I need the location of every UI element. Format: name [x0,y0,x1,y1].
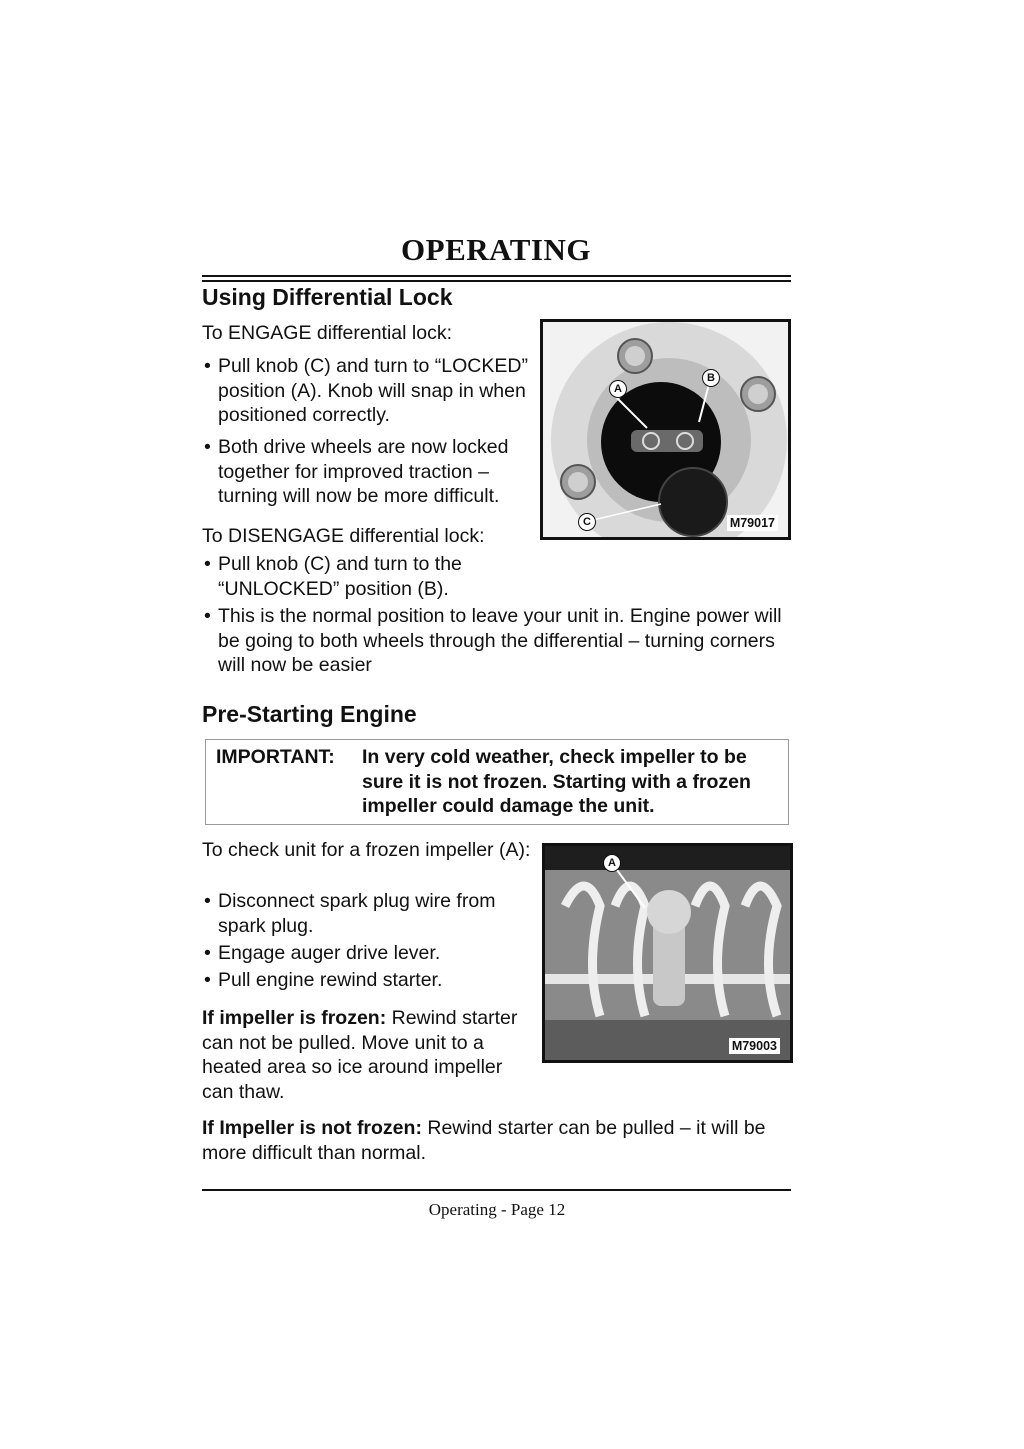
figure-code: M79017 [727,515,778,531]
callout-c: C [578,513,596,531]
list-item [204,889,534,938]
important-notice [205,739,789,825]
list-item-text: Disconnect spark plug wire from spark plug. [218,890,496,937]
figure-code: M79003 [729,1038,780,1054]
not-frozen-label: If Impeller is not frozen: [202,1117,422,1139]
bullet-icon: • [204,436,211,458]
list-item [204,552,534,601]
page-footer: Operating - Page 12 [428,1200,566,1219]
section-heading-pre-starting: Pre-Starting Engine [202,701,417,727]
frozen-paragraph [202,1006,538,1104]
frozen-label: If impeller is frozen: [202,1007,387,1029]
callout-b: B [702,369,720,387]
footer-rule [202,1189,791,1191]
not-frozen-paragraph [202,1116,792,1165]
frozen-text: Rewind starter can not be pulled. Move unit to a heated area so ice around impeller can thaw. [202,1007,518,1103]
engage-intro: To ENGAGE differential lock: [202,322,452,344]
list-item [204,604,792,678]
list-item [204,968,534,993]
list-item-text: Pull engine rewind starter. [218,969,443,991]
not-frozen-text: Rewind starter can be pulled – it will be more difficult than normal. [202,1117,766,1164]
list-item-text: This is the normal position to leave your unit in. Engine power will be going to both wheels through the differential – turning corners will now be easier [218,605,782,676]
list-item [204,941,534,966]
auger-illustration [545,846,790,1060]
bullet-icon: • [204,890,211,912]
list-item-text: Pull knob (C) and turn to “LOCKED” position (A). Knob will snap in when positioned correctly. [218,355,528,426]
bullet-icon: • [204,605,211,627]
differential-lock-photo [540,319,791,540]
list-item-text: Both drive wheels are now locked together for improved traction – turning will now be more difficult. [218,436,509,507]
callout-a: A [609,380,627,398]
check-intro: To check unit for a frozen impeller (A): [202,839,531,861]
differential-knob-illustration [543,322,788,537]
callout-a: A [603,854,621,872]
auger-impeller-photo [542,843,793,1063]
bullet-icon: • [204,942,211,964]
bullet-icon: • [204,553,211,575]
list-item [204,435,534,509]
list-item-text: Pull knob (C) and turn to the “UNLOCKED” position (B). [218,553,462,600]
page-title: OPERATING [401,232,591,267]
bullet-icon: • [204,969,211,991]
list-item [204,354,540,428]
bullet-icon: • [204,355,211,377]
important-label: IMPORTANT: [216,746,335,768]
disengage-intro: To DISENGAGE differential lock: [202,525,485,547]
header-rule [202,275,791,282]
list-item-text: Engage auger drive lever. [218,942,441,964]
section-heading-differential-lock: Using Differential Lock [202,284,453,310]
important-text: In very cold weather, check impeller to be sure it is not frozen. Starting with a frozen impeller could damage the unit. [362,746,751,817]
